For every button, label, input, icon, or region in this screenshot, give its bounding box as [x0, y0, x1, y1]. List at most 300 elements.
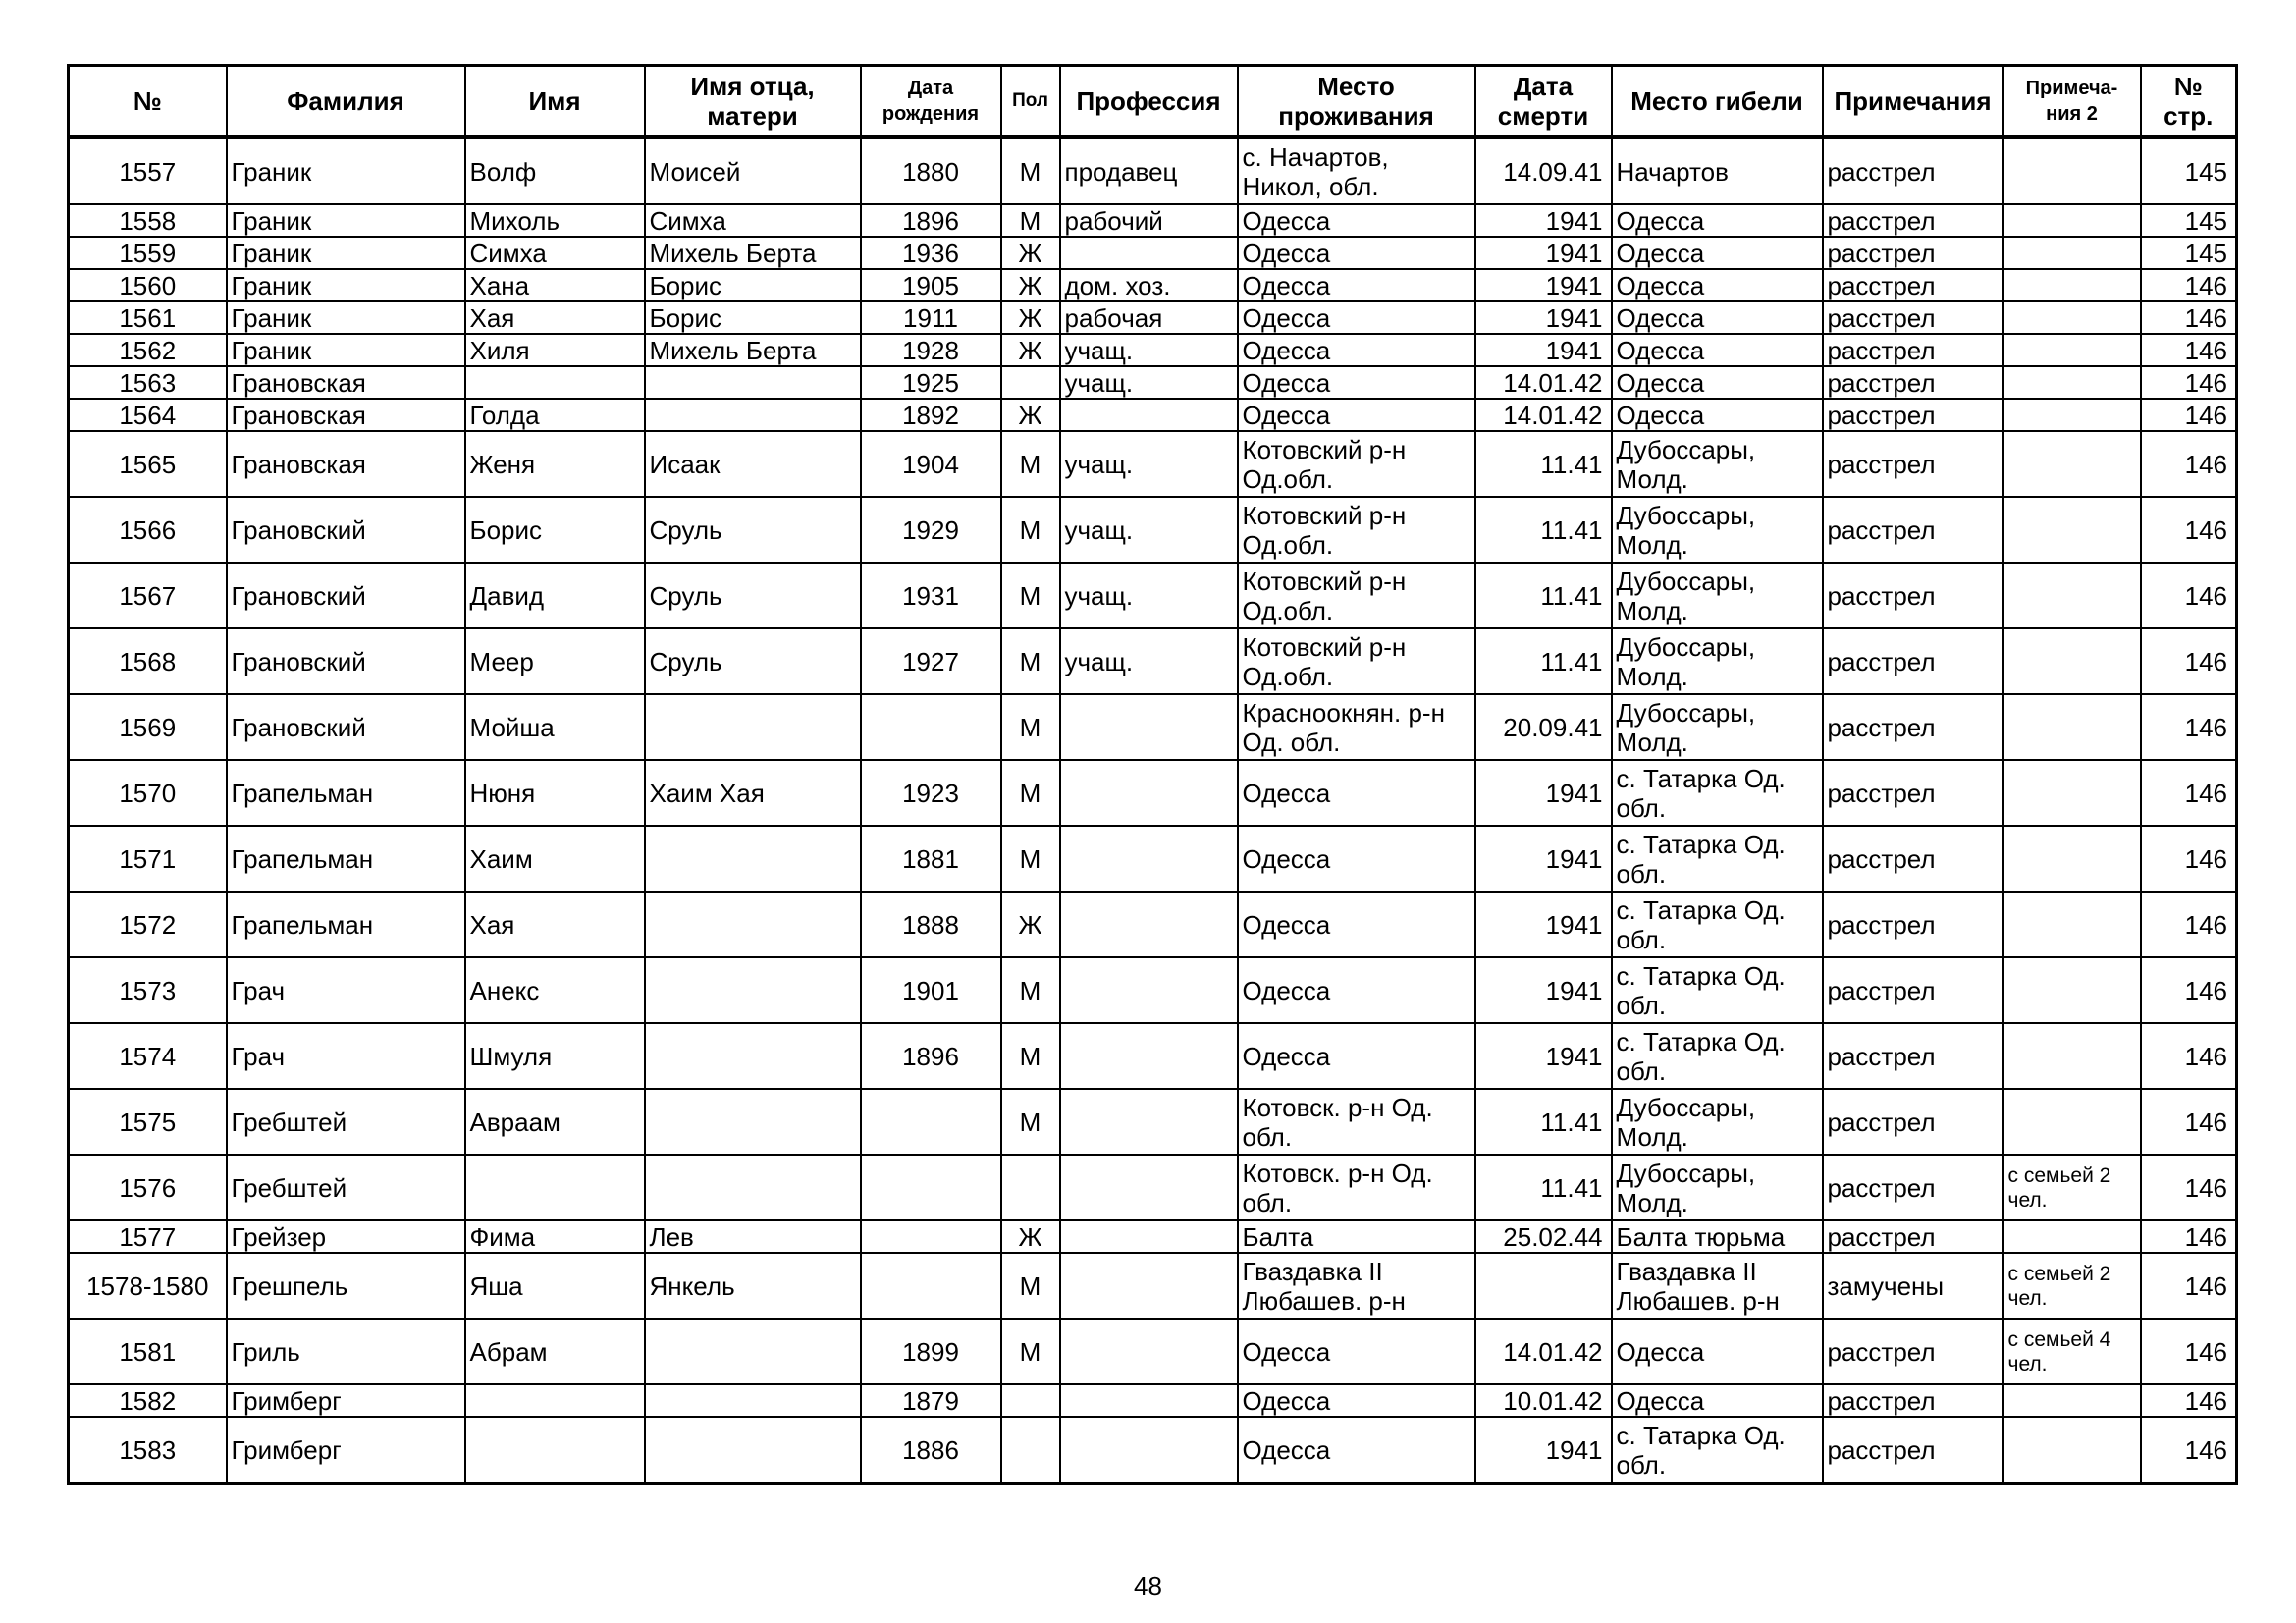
cell-surname: Гребштей	[227, 1155, 465, 1220]
header-parents: Имя отца, матери	[645, 66, 861, 138]
cell-number: 1574	[69, 1023, 227, 1089]
cell-birth-date: 1886	[861, 1417, 1001, 1484]
cell-page: 146	[2141, 1155, 2237, 1220]
cell-notes-2	[2003, 892, 2141, 957]
table-row	[69, 1253, 2237, 1319]
cell-sex: М	[1001, 1253, 1060, 1319]
cell-death-date: 25.02.44	[1475, 1220, 1612, 1253]
cell-parents: Моисей	[645, 137, 861, 204]
cell-surname: Граник	[227, 237, 465, 269]
cell-surname: Грапельман	[227, 760, 465, 826]
header-row	[69, 66, 2237, 138]
cell-sex: М	[1001, 1319, 1060, 1384]
cell-notes-2: с семьей 2 чел.	[2003, 1253, 2141, 1319]
cell-sex	[1001, 1417, 1060, 1484]
cell-parents	[645, 1023, 861, 1089]
cell-profession	[1060, 892, 1238, 957]
cell-notes: расстрел	[1823, 563, 2003, 628]
cell-sex: Ж	[1001, 399, 1060, 431]
cell-sex: М	[1001, 563, 1060, 628]
header-death-place: Место гибели	[1612, 66, 1823, 138]
cell-sex: М	[1001, 1089, 1060, 1155]
cell-surname: Грапельман	[227, 826, 465, 892]
cell-surname: Гриль	[227, 1319, 465, 1384]
cell-number: 1577	[69, 1220, 227, 1253]
cell-page: 146	[2141, 334, 2237, 366]
cell-surname: Грановская	[227, 431, 465, 497]
cell-residence: Одесса	[1238, 237, 1475, 269]
cell-death-date: 1941	[1475, 957, 1612, 1023]
table-row	[69, 301, 2237, 334]
table-row	[69, 1155, 2237, 1220]
header-sex: Пол	[1001, 66, 1060, 138]
table-row	[69, 137, 2237, 204]
cell-notes: расстрел	[1823, 497, 2003, 563]
cell-parents: Сруль	[645, 497, 861, 563]
cell-notes-2	[2003, 563, 2141, 628]
cell-name	[465, 1417, 645, 1484]
cell-page: 146	[2141, 1384, 2237, 1417]
cell-number: 1565	[69, 431, 227, 497]
cell-sex: Ж	[1001, 237, 1060, 269]
cell-death-place: Одесса	[1612, 1384, 1823, 1417]
cell-number: 1566	[69, 497, 227, 563]
cell-surname: Грапельман	[227, 892, 465, 957]
cell-notes-2	[2003, 137, 2141, 204]
cell-death-place: Одесса	[1612, 204, 1823, 237]
cell-notes: расстрел	[1823, 826, 2003, 892]
header-profession: Профессия	[1060, 66, 1238, 138]
cell-sex: Ж	[1001, 269, 1060, 301]
cell-notes: расстрел	[1823, 269, 2003, 301]
cell-notes: расстрел	[1823, 1023, 2003, 1089]
cell-parents: Сруль	[645, 628, 861, 694]
cell-sex: Ж	[1001, 334, 1060, 366]
cell-number: 1581	[69, 1319, 227, 1384]
cell-notes: расстрел	[1823, 1155, 2003, 1220]
cell-notes: расстрел	[1823, 694, 2003, 760]
cell-death-date: 1941	[1475, 1023, 1612, 1089]
cell-death-date	[1475, 1253, 1612, 1319]
cell-death-place: Дубоссары, Молд.	[1612, 563, 1823, 628]
cell-notes: расстрел	[1823, 237, 2003, 269]
cell-death-date: 14.01.42	[1475, 1319, 1612, 1384]
cell-name: Яша	[465, 1253, 645, 1319]
cell-number: 1570	[69, 760, 227, 826]
cell-page: 145	[2141, 204, 2237, 237]
cell-residence: Красноокнян. р-н Од. обл.	[1238, 694, 1475, 760]
cell-notes-2	[2003, 1417, 2141, 1484]
cell-profession	[1060, 1253, 1238, 1319]
cell-notes: расстрел	[1823, 431, 2003, 497]
cell-birth-date	[861, 1089, 1001, 1155]
cell-death-date: 11.41	[1475, 1089, 1612, 1155]
cell-notes-2	[2003, 957, 2141, 1023]
cell-death-date: 14.01.42	[1475, 366, 1612, 399]
cell-birth-date	[861, 1253, 1001, 1319]
cell-parents	[645, 1319, 861, 1384]
cell-profession: дом. хоз.	[1060, 269, 1238, 301]
table-row	[69, 1220, 2237, 1253]
table-row	[69, 760, 2237, 826]
cell-profession	[1060, 1155, 1238, 1220]
cell-name: Борис	[465, 497, 645, 563]
cell-residence: Одесса	[1238, 301, 1475, 334]
cell-profession	[1060, 1023, 1238, 1089]
cell-surname: Граник	[227, 269, 465, 301]
table-row	[69, 497, 2237, 563]
cell-surname: Грановский	[227, 628, 465, 694]
cell-sex: М	[1001, 826, 1060, 892]
cell-surname: Граник	[227, 137, 465, 204]
cell-page: 146	[2141, 957, 2237, 1023]
victims-table	[67, 64, 2238, 1485]
table-row	[69, 237, 2237, 269]
cell-number: 1571	[69, 826, 227, 892]
cell-profession	[1060, 760, 1238, 826]
cell-notes: расстрел	[1823, 628, 2003, 694]
cell-name: Анекс	[465, 957, 645, 1023]
header-number: №	[69, 66, 227, 138]
cell-page: 146	[2141, 760, 2237, 826]
cell-name: Хана	[465, 269, 645, 301]
cell-profession	[1060, 957, 1238, 1023]
cell-death-place: с. Татарка Од. обл.	[1612, 1417, 1823, 1484]
cell-name: Женя	[465, 431, 645, 497]
cell-name: Абрам	[465, 1319, 645, 1384]
table-row	[69, 957, 2237, 1023]
cell-death-date: 1941	[1475, 760, 1612, 826]
cell-death-place: Балта тюрьма	[1612, 1220, 1823, 1253]
cell-number: 1564	[69, 399, 227, 431]
cell-profession	[1060, 826, 1238, 892]
cell-profession	[1060, 1384, 1238, 1417]
cell-residence: Одесса	[1238, 826, 1475, 892]
cell-birth-date: 1929	[861, 497, 1001, 563]
cell-parents: Михель Берта	[645, 334, 861, 366]
cell-death-place: с. Татарка Од. обл.	[1612, 1023, 1823, 1089]
cell-birth-date: 1928	[861, 334, 1001, 366]
cell-profession	[1060, 1319, 1238, 1384]
cell-notes: расстрел	[1823, 760, 2003, 826]
cell-page: 146	[2141, 628, 2237, 694]
cell-number: 1557	[69, 137, 227, 204]
cell-page: 146	[2141, 1319, 2237, 1384]
cell-number: 1575	[69, 1089, 227, 1155]
cell-death-date: 14.09.41	[1475, 137, 1612, 204]
cell-death-place: с. Татарка Од. обл.	[1612, 892, 1823, 957]
table-row	[69, 1023, 2237, 1089]
cell-parents	[645, 826, 861, 892]
cell-notes: расстрел	[1823, 1384, 2003, 1417]
cell-number: 1568	[69, 628, 227, 694]
cell-death-place: Дубоссары, Молд.	[1612, 1155, 1823, 1220]
cell-number: 1561	[69, 301, 227, 334]
cell-notes-2	[2003, 334, 2141, 366]
cell-residence: Балта	[1238, 1220, 1475, 1253]
cell-birth-date: 1881	[861, 826, 1001, 892]
cell-notes-2	[2003, 399, 2141, 431]
cell-number: 1573	[69, 957, 227, 1023]
cell-parents	[645, 399, 861, 431]
cell-birth-date: 1899	[861, 1319, 1001, 1384]
cell-notes-2	[2003, 628, 2141, 694]
cell-profession	[1060, 1417, 1238, 1484]
cell-death-date: 14.01.42	[1475, 399, 1612, 431]
cell-notes: расстрел	[1823, 334, 2003, 366]
table-row	[69, 826, 2237, 892]
cell-birth-date	[861, 1155, 1001, 1220]
cell-residence: Котовский р-н Од.обл.	[1238, 497, 1475, 563]
cell-page: 146	[2141, 694, 2237, 760]
cell-death-date: 1941	[1475, 269, 1612, 301]
cell-notes-2	[2003, 1023, 2141, 1089]
table-row	[69, 269, 2237, 301]
cell-residence: Одесса	[1238, 760, 1475, 826]
cell-sex: М	[1001, 1023, 1060, 1089]
cell-residence: Котовск. р-н Од. обл.	[1238, 1155, 1475, 1220]
cell-birth-date: 1931	[861, 563, 1001, 628]
cell-notes: расстрел	[1823, 366, 2003, 399]
cell-surname: Грейзер	[227, 1220, 465, 1253]
cell-sex: Ж	[1001, 301, 1060, 334]
cell-number: 1572	[69, 892, 227, 957]
cell-parents: Янкель	[645, 1253, 861, 1319]
cell-profession: рабочая	[1060, 301, 1238, 334]
cell-residence: Котовский р-н Од.обл.	[1238, 628, 1475, 694]
cell-notes: расстрел	[1823, 137, 2003, 204]
header-page: № стр.	[2141, 66, 2237, 138]
cell-page: 146	[2141, 399, 2237, 431]
cell-birth-date: 1888	[861, 892, 1001, 957]
cell-notes: замучены	[1823, 1253, 2003, 1319]
cell-page: 146	[2141, 366, 2237, 399]
cell-profession: учащ.	[1060, 334, 1238, 366]
cell-profession: учащ.	[1060, 431, 1238, 497]
cell-death-place: Дубоссары, Молд.	[1612, 497, 1823, 563]
cell-name: Фима	[465, 1220, 645, 1253]
cell-name: Давид	[465, 563, 645, 628]
cell-name: Хиля	[465, 334, 645, 366]
cell-surname: Граник	[227, 334, 465, 366]
cell-parents: Борис	[645, 301, 861, 334]
cell-parents	[645, 1417, 861, 1484]
cell-death-date: 1941	[1475, 892, 1612, 957]
cell-death-place: Одесса	[1612, 1319, 1823, 1384]
cell-birth-date	[861, 1220, 1001, 1253]
cell-page: 146	[2141, 269, 2237, 301]
cell-birth-date: 1896	[861, 1023, 1001, 1089]
cell-notes-2	[2003, 204, 2141, 237]
cell-birth-date: 1892	[861, 399, 1001, 431]
cell-sex: М	[1001, 760, 1060, 826]
cell-sex: М	[1001, 694, 1060, 760]
table-row	[69, 1417, 2237, 1484]
cell-page: 146	[2141, 1089, 2237, 1155]
page-number: 48	[1134, 1571, 1162, 1600]
cell-residence: Одесса	[1238, 1384, 1475, 1417]
cell-profession: учащ.	[1060, 366, 1238, 399]
cell-number: 1558	[69, 204, 227, 237]
cell-residence: Котовск. р-н Од. обл.	[1238, 1089, 1475, 1155]
cell-profession: рабочий	[1060, 204, 1238, 237]
cell-number: 1578-1580	[69, 1253, 227, 1319]
cell-name: Шмуля	[465, 1023, 645, 1089]
cell-residence: с. Начартов, Никол, обл.	[1238, 137, 1475, 204]
table-row	[69, 563, 2237, 628]
cell-name: Михоль	[465, 204, 645, 237]
table-row	[69, 431, 2237, 497]
table-row	[69, 694, 2237, 760]
cell-surname: Грановская	[227, 366, 465, 399]
cell-residence: Одесса	[1238, 334, 1475, 366]
cell-death-place: Одесса	[1612, 399, 1823, 431]
cell-number: 1582	[69, 1384, 227, 1417]
cell-notes: расстрел	[1823, 399, 2003, 431]
cell-surname: Гримберг	[227, 1384, 465, 1417]
cell-profession: учащ.	[1060, 497, 1238, 563]
cell-parents: Сруль	[645, 563, 861, 628]
cell-number: 1583	[69, 1417, 227, 1484]
table-row	[69, 1089, 2237, 1155]
cell-death-date: 1941	[1475, 237, 1612, 269]
cell-death-date: 10.01.42	[1475, 1384, 1612, 1417]
cell-number: 1560	[69, 269, 227, 301]
cell-name: Авраам	[465, 1089, 645, 1155]
cell-page: 146	[2141, 431, 2237, 497]
cell-notes: расстрел	[1823, 1319, 2003, 1384]
cell-sex	[1001, 1384, 1060, 1417]
cell-birth-date: 1927	[861, 628, 1001, 694]
cell-parents	[645, 694, 861, 760]
cell-surname: Граник	[227, 301, 465, 334]
table-row	[69, 366, 2237, 399]
cell-name: Волф	[465, 137, 645, 204]
cell-number: 1567	[69, 563, 227, 628]
cell-page: 146	[2141, 563, 2237, 628]
header-birth-date: Дата рождения	[861, 66, 1001, 138]
cell-page: 146	[2141, 301, 2237, 334]
cell-sex: М	[1001, 137, 1060, 204]
cell-surname: Грешпель	[227, 1253, 465, 1319]
cell-parents: Лев	[645, 1220, 861, 1253]
cell-number: 1563	[69, 366, 227, 399]
header-surname: Фамилия	[227, 66, 465, 138]
cell-name: Хаим	[465, 826, 645, 892]
table-row	[69, 334, 2237, 366]
cell-sex: М	[1001, 957, 1060, 1023]
cell-residence: Одесса	[1238, 204, 1475, 237]
cell-page: 146	[2141, 892, 2237, 957]
cell-sex: М	[1001, 497, 1060, 563]
cell-death-date: 20.09.41	[1475, 694, 1612, 760]
cell-name: Нюня	[465, 760, 645, 826]
cell-name: Мойша	[465, 694, 645, 760]
cell-profession	[1060, 399, 1238, 431]
cell-notes: расстрел	[1823, 1089, 2003, 1155]
cell-sex	[1001, 366, 1060, 399]
cell-notes-2: с семьей 4 чел.	[2003, 1319, 2141, 1384]
cell-sex: М	[1001, 431, 1060, 497]
cell-page: 145	[2141, 237, 2237, 269]
cell-residence: Одесса	[1238, 1023, 1475, 1089]
cell-death-place: Дубоссары, Молд.	[1612, 1089, 1823, 1155]
cell-notes-2	[2003, 497, 2141, 563]
cell-birth-date: 1925	[861, 366, 1001, 399]
cell-surname: Грановская	[227, 399, 465, 431]
cell-profession: продавец	[1060, 137, 1238, 204]
cell-death-date: 11.41	[1475, 431, 1612, 497]
cell-name: Меер	[465, 628, 645, 694]
cell-birth-date: 1936	[861, 237, 1001, 269]
cell-surname: Гребштей	[227, 1089, 465, 1155]
cell-notes-2	[2003, 237, 2141, 269]
cell-notes-2	[2003, 826, 2141, 892]
cell-profession	[1060, 1089, 1238, 1155]
cell-surname: Грановский	[227, 563, 465, 628]
cell-number: 1559	[69, 237, 227, 269]
table-row	[69, 892, 2237, 957]
cell-residence: Одесса	[1238, 366, 1475, 399]
cell-residence: Одесса	[1238, 399, 1475, 431]
cell-sex: Ж	[1001, 892, 1060, 957]
cell-notes-2	[2003, 760, 2141, 826]
cell-residence: Одесса	[1238, 1417, 1475, 1484]
cell-parents: Михель Берта	[645, 237, 861, 269]
cell-surname: Грановский	[227, 497, 465, 563]
cell-birth-date: 1923	[861, 760, 1001, 826]
cell-profession	[1060, 1220, 1238, 1253]
cell-birth-date: 1911	[861, 301, 1001, 334]
cell-parents	[645, 957, 861, 1023]
cell-parents	[645, 1155, 861, 1220]
cell-birth-date: 1879	[861, 1384, 1001, 1417]
cell-name	[465, 1155, 645, 1220]
table-row	[69, 399, 2237, 431]
cell-death-place: Гваздавка II Любашев. р-н	[1612, 1253, 1823, 1319]
cell-number: 1569	[69, 694, 227, 760]
cell-notes-2	[2003, 694, 2141, 760]
cell-parents	[645, 366, 861, 399]
cell-number: 1576	[69, 1155, 227, 1220]
cell-birth-date: 1901	[861, 957, 1001, 1023]
cell-birth-date: 1880	[861, 137, 1001, 204]
table-row	[69, 1319, 2237, 1384]
cell-notes-2	[2003, 431, 2141, 497]
cell-profession	[1060, 694, 1238, 760]
cell-birth-date	[861, 694, 1001, 760]
cell-notes: расстрел	[1823, 1220, 2003, 1253]
cell-page: 146	[2141, 497, 2237, 563]
cell-notes: расстрел	[1823, 1417, 2003, 1484]
cell-death-place: с. Татарка Од. обл.	[1612, 957, 1823, 1023]
cell-page: 145	[2141, 137, 2237, 204]
cell-death-place: Одесса	[1612, 366, 1823, 399]
cell-notes: расстрел	[1823, 957, 2003, 1023]
cell-profession	[1060, 237, 1238, 269]
cell-name	[465, 1384, 645, 1417]
cell-notes-2	[2003, 1220, 2141, 1253]
cell-death-place: Дубоссары, Молд.	[1612, 431, 1823, 497]
cell-parents: Симха	[645, 204, 861, 237]
cell-death-date: 1941	[1475, 1417, 1612, 1484]
cell-surname: Грач	[227, 1023, 465, 1089]
cell-death-date: 1941	[1475, 301, 1612, 334]
cell-notes-2	[2003, 366, 2141, 399]
cell-death-date: 1941	[1475, 204, 1612, 237]
cell-sex: М	[1001, 204, 1060, 237]
cell-name	[465, 366, 645, 399]
